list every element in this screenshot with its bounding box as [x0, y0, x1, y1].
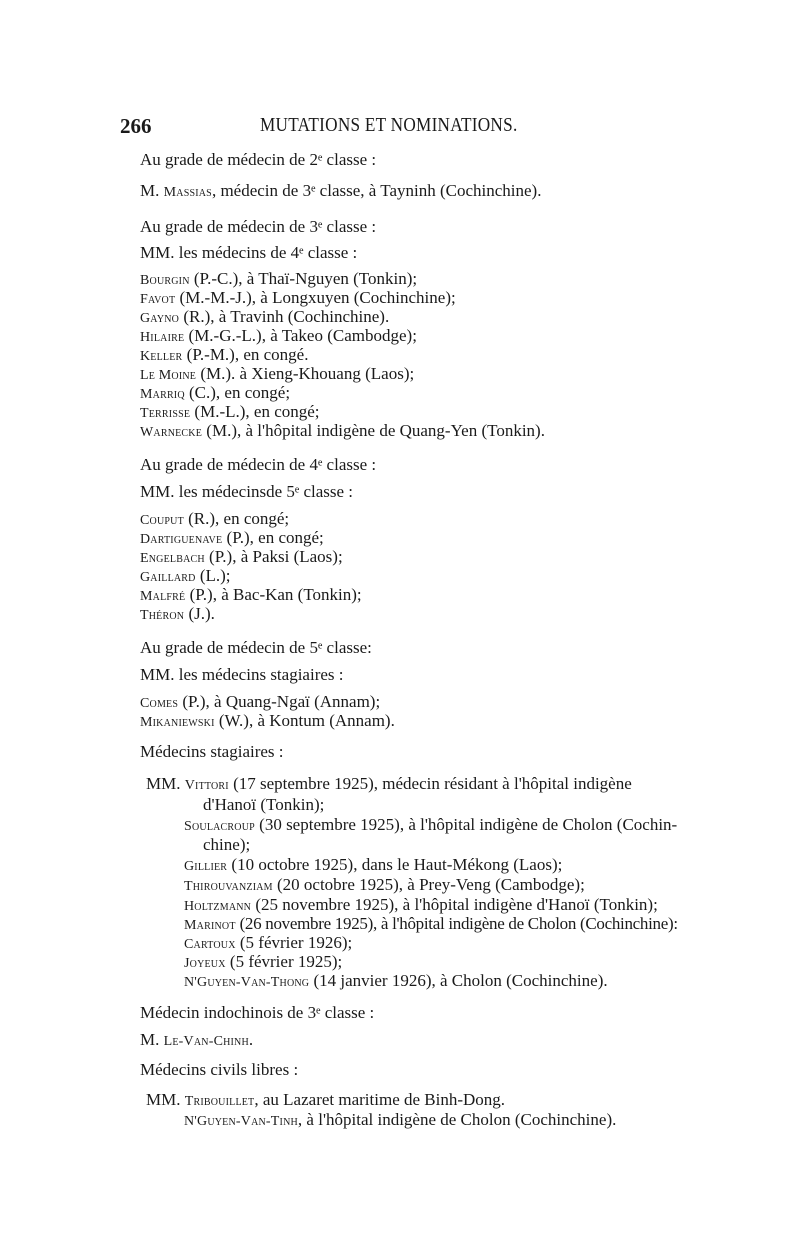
entry-name: Théron	[140, 608, 185, 623]
entry-name: Holtzmann	[184, 899, 252, 914]
entry-line	[140, 421, 545, 443]
entry-name: Marinot	[184, 918, 236, 933]
entry-continuation: d'Hanoï (Tonkin);	[203, 795, 325, 814]
entry-detail: , à l'hôpital indigène de Cholon (Cochinchine).	[297, 1110, 617, 1129]
entry-detail: (M.-G.-L.), à Takeo (Cambodge);	[184, 326, 417, 345]
entry-name: Gillier	[184, 859, 228, 874]
section-heading: Au grade de médecin de 5ᵉ classe:	[140, 638, 372, 657]
entry-name: Bourgin	[140, 273, 190, 288]
section-heading: Médecins stagiaires :	[140, 742, 284, 761]
entry-line	[146, 774, 632, 796]
entry-line	[140, 1030, 253, 1052]
entry-detail: , médecin de 3ᵉ classe, à Tayninh (Cochinchine).	[211, 181, 542, 200]
entry-name: Engelbach	[140, 551, 205, 566]
entry-line	[184, 875, 585, 897]
entry-line	[140, 604, 215, 626]
section-heading: Au grade de médecin de 2ᵉ classe :	[140, 150, 377, 169]
entry-name: Massias	[163, 185, 212, 200]
entry-detail: (10 octobre 1925), dans le Haut-Mékong (Laos);	[227, 855, 563, 874]
entry-detail: (P.), à Quang-Ngaï (Annam);	[178, 692, 381, 711]
entry-name: Gaillard	[140, 570, 196, 585]
entry-name: Tribouillet	[184, 1094, 255, 1109]
entry-detail: (R.), en congé;	[183, 509, 290, 528]
section-heading: Médecins civils libres :	[140, 1060, 299, 1079]
entry-prefix: MM.	[146, 774, 185, 793]
section-subheading: MM. les médecins stagiaires :	[140, 665, 344, 684]
entry-detail: (J.).	[184, 604, 215, 623]
entry-name: Malfré	[140, 589, 186, 604]
entry-name: Hilaire	[140, 330, 185, 345]
entry-prefix: M.	[140, 181, 164, 200]
entry-name: N'Guyen-Van-Thong	[184, 975, 310, 990]
entry-line	[184, 815, 677, 837]
entry-name: Couput	[140, 513, 184, 528]
entry-name: Cartoux	[184, 937, 236, 952]
entry-name: Mikaniewski	[140, 715, 215, 730]
entry-detail: (M.). à Xieng-Khouang (Laos);	[196, 364, 415, 383]
entry-detail: (M.-L.), en congé;	[190, 402, 320, 421]
entry-detail: (26 novembre 1925), à l'hôpital indigène de Cholon (Cochinchine):	[235, 914, 678, 933]
entry-name: Warnecke	[140, 425, 203, 440]
entry-name: N'Guyen-Van-Tinh	[184, 1114, 298, 1129]
entry-detail: .	[248, 1030, 254, 1049]
page-number: 266	[120, 114, 152, 138]
section-heading: Au grade de médecin de 3ᵉ classe :	[140, 217, 377, 236]
section-subheading: MM. les médecinsde 5ᵉ classe :	[140, 482, 354, 501]
entry-detail: (P.), à Paksi (Laos);	[204, 547, 343, 566]
entry-line	[140, 181, 541, 203]
entry-line	[184, 1110, 616, 1132]
entry-name: Marriq	[140, 387, 185, 402]
entry-line	[184, 971, 608, 993]
entry-detail: (P.-C.), à Thaï-Nguyen (Tonkin);	[189, 269, 418, 288]
running-title: MUTATIONS ET NOMINATIONS.	[260, 114, 518, 136]
page-header	[120, 114, 660, 144]
entry-continuation: chine);	[203, 835, 251, 854]
entry-detail: (R.), à Travinh (Cochinchine).	[179, 307, 390, 326]
entry-prefix: M.	[140, 1030, 164, 1049]
entry-name: Comes	[140, 696, 179, 711]
entry-line	[140, 711, 395, 733]
entry-name: Joyeux	[184, 956, 226, 971]
entry-detail: (17 septembre 1925), médecin résidant à l'hôpital indigène	[228, 774, 632, 793]
entry-detail: (M.-M.-J.), à Longxuyen (Cochinchine);	[175, 288, 456, 307]
entry-detail: (L.);	[195, 566, 231, 585]
entry-name: Le-Van-Chinh	[163, 1034, 249, 1049]
entry-line	[146, 1090, 505, 1112]
entry-detail: (30 septembre 1925), à l'hôpital indigène de Cholon (Cochin-	[254, 815, 678, 834]
entry-detail: (5 février 1926);	[235, 933, 353, 952]
entry-name: Soulacroup	[184, 819, 255, 834]
entry-name: Favot	[140, 292, 176, 307]
entry-detail: (P.), à Bac-Kan (Tonkin);	[185, 585, 362, 604]
entry-name: Le Moine	[140, 368, 197, 383]
entry-detail: (20 octobre 1925), à Prey-Veng (Cambodge);	[272, 875, 585, 894]
entry-line	[184, 855, 562, 877]
entry-detail: (P.), en congé;	[222, 528, 324, 547]
section-heading: Médecin indochinois de 3ᵉ classe :	[140, 1003, 375, 1022]
entry-detail: (5 février 1925);	[225, 952, 343, 971]
entry-detail: , au Lazaret maritime de Binh-Dong.	[254, 1090, 506, 1109]
entry-name: Thirouvanziam	[184, 879, 273, 894]
entry-prefix: MM.	[146, 1090, 185, 1109]
entry-detail: (W.), à Kontum (Annam).	[214, 711, 395, 730]
section-subheading: MM. les médecins de 4ᵉ classe :	[140, 243, 358, 262]
entry-name: Terrisse	[140, 406, 191, 421]
entry-detail: (14 janvier 1926), à Cholon (Cochinchine).	[309, 971, 608, 990]
entry-detail: (25 novembre 1925), à l'hôpital indigène d'Hanoï (Tonkin);	[251, 895, 658, 914]
section-heading: Au grade de médecin de 4ᵉ classe :	[140, 455, 377, 474]
entry-detail: (M.), à l'hôpital indigène de Quang-Yen (Tonkin).	[202, 421, 545, 440]
entry-detail: (C.), en congé;	[184, 383, 291, 402]
entry-name: Keller	[140, 349, 183, 364]
entry-name: Dartiguenave	[140, 532, 223, 547]
entry-name: Gayno	[140, 311, 180, 326]
entry-name: Vittori	[184, 778, 229, 793]
entry-detail: (P.-M.), en congé.	[182, 345, 309, 364]
